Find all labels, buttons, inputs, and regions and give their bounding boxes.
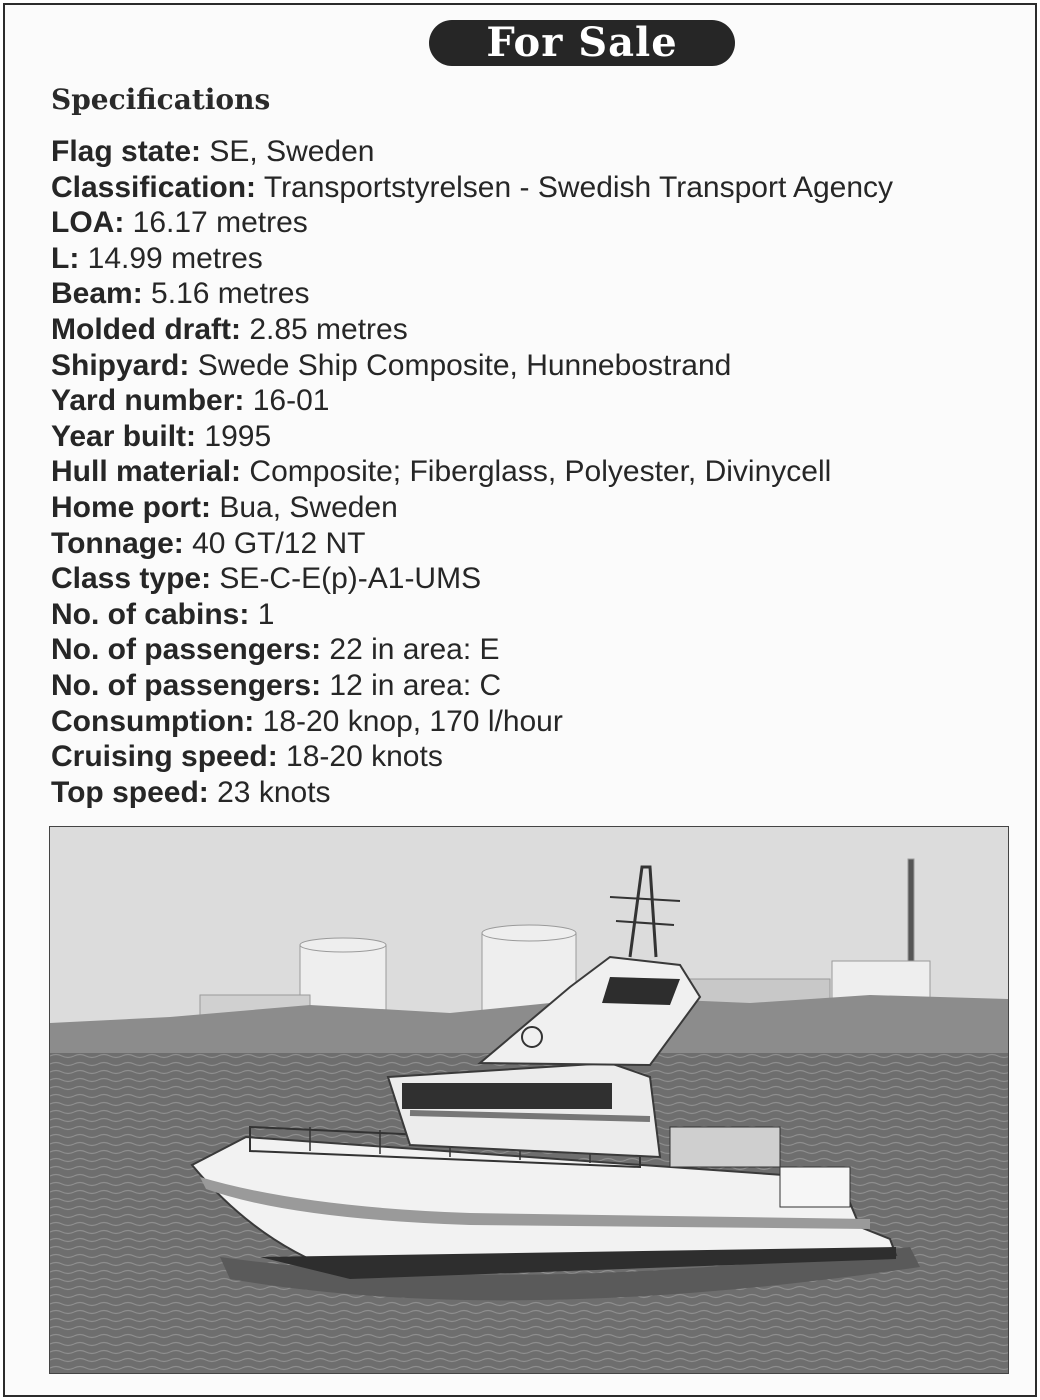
spec-row xyxy=(51,276,893,312)
spec-label: LOA: xyxy=(51,206,125,240)
spec-row xyxy=(51,561,893,597)
spec-value: 18-20 knop, 170 l/hour xyxy=(262,704,563,738)
boat-illustration xyxy=(50,827,1008,1373)
spec-label: Home port: xyxy=(51,490,211,524)
spec-label: Shipyard: xyxy=(51,348,190,382)
spec-row xyxy=(51,526,893,562)
spec-label: Molded draft: xyxy=(51,312,241,346)
spec-row xyxy=(51,739,893,775)
spec-row xyxy=(51,170,893,206)
spec-label: Year built: xyxy=(51,419,197,453)
spec-label: Cruising speed: xyxy=(51,740,278,774)
spec-value: 5.16 metres xyxy=(151,277,310,311)
spec-value: 2.85 metres xyxy=(249,312,408,346)
spec-row xyxy=(51,383,893,419)
spec-row xyxy=(51,668,893,704)
spec-value: 1995 xyxy=(204,419,272,453)
spec-label: Consumption: xyxy=(51,704,255,738)
spec-label: Beam: xyxy=(51,277,143,311)
specifications-heading: Specifications xyxy=(51,83,271,116)
spec-row xyxy=(51,348,893,384)
spec-label: Yard number: xyxy=(51,384,245,418)
spec-value: SE, Sweden xyxy=(209,135,375,168)
spec-label: Tonnage: xyxy=(51,526,184,560)
spec-row xyxy=(51,419,893,455)
spec-value: Bua, Sweden xyxy=(219,490,398,524)
spec-value: SE-C-E(p)-A1-UMS xyxy=(219,562,482,596)
spec-value: 18-20 knots xyxy=(286,740,443,774)
spec-label: No. of passengers: xyxy=(51,668,322,702)
for-sale-badge: For Sale xyxy=(429,20,735,66)
spec-value: Composite; Fiberglass, Polyester, Divinycell xyxy=(249,455,832,489)
spec-label: Classification: xyxy=(51,170,257,204)
spec-list xyxy=(51,134,893,810)
spec-label: Flag state: xyxy=(51,135,202,168)
spec-row xyxy=(51,490,893,526)
spec-row xyxy=(51,632,893,668)
spec-value: 16-01 xyxy=(252,384,330,418)
spec-label: Class type: xyxy=(51,562,212,596)
spec-row xyxy=(51,704,893,740)
spec-value: 12 in area: C xyxy=(329,668,502,702)
spec-label: L: xyxy=(51,241,80,275)
spec-value: 14.99 metres xyxy=(87,241,263,275)
spec-row xyxy=(51,241,893,277)
ad-panel xyxy=(3,3,1037,1397)
spec-value: 23 knots xyxy=(217,775,331,809)
spec-label: Top speed: xyxy=(51,775,209,809)
spec-label: No. of cabins: xyxy=(51,597,250,631)
boat-photo xyxy=(49,826,1009,1374)
spec-row xyxy=(51,134,893,170)
spec-label: No. of passengers: xyxy=(51,633,322,667)
spec-row xyxy=(51,597,893,633)
spec-row xyxy=(51,775,893,811)
spec-row xyxy=(51,205,893,241)
spec-value: 1 xyxy=(257,597,275,631)
spec-label: Hull material: xyxy=(51,455,242,489)
spec-value: 40 GT/12 NT xyxy=(192,526,366,560)
spec-value: Transportstyrelsen - Swedish Transport Agency xyxy=(263,170,894,204)
spec-value: Swede Ship Composite, Hunnebostrand xyxy=(197,348,732,382)
spec-value: 22 in area: E xyxy=(329,633,500,667)
spec-row xyxy=(51,312,893,348)
spec-row xyxy=(51,454,893,490)
spec-value: 16.17 metres xyxy=(132,206,308,240)
